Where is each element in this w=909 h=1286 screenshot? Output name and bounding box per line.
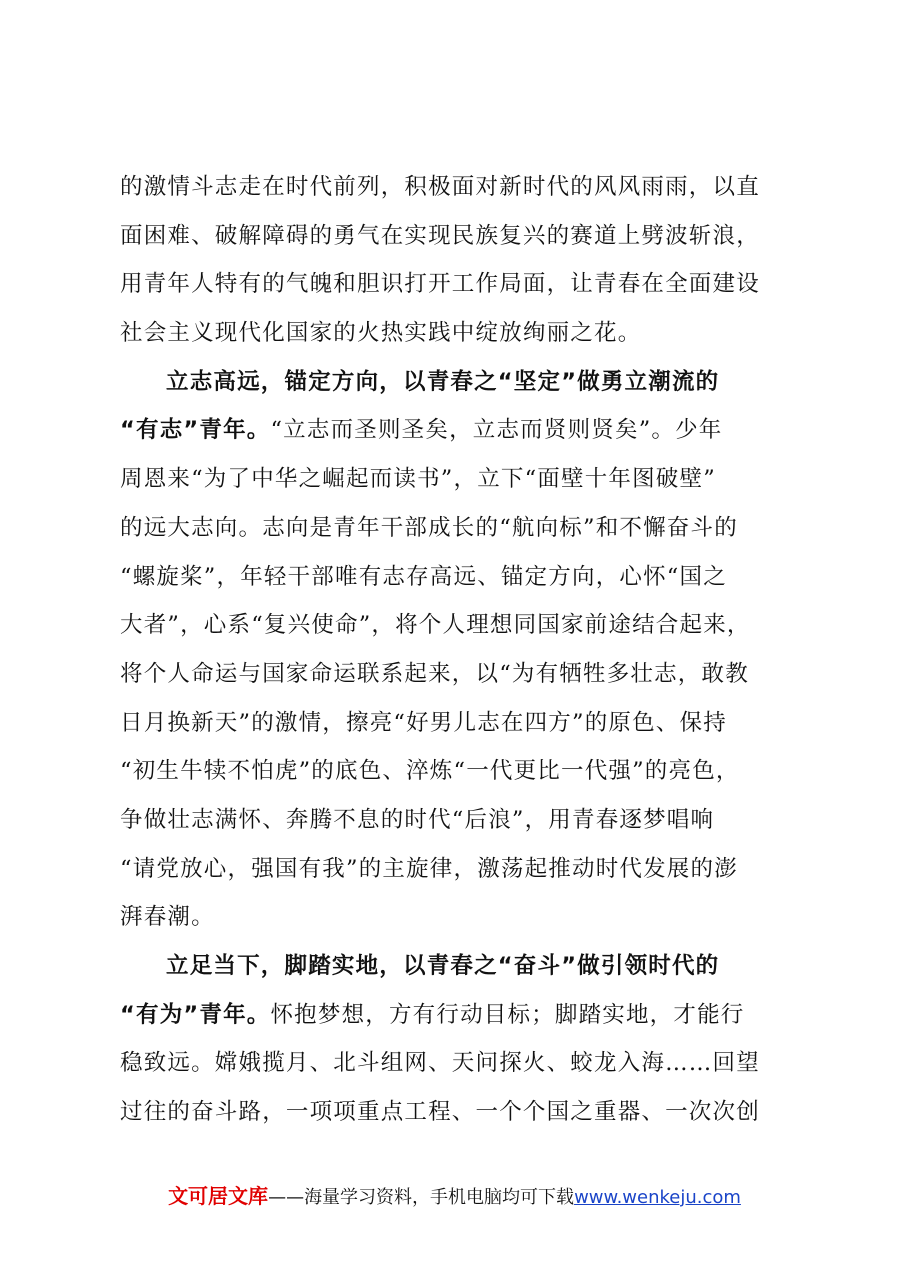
- text-line: “螺旋桨”，年轻干部唯有志存高远、锚定方向，心怀“国之: [120, 563, 727, 590]
- section-heading-tail: “有为”青年。: [120, 1001, 271, 1028]
- text-line: 争做壮志满怀、奔腾不息的时代“后浪”，用青春逐梦唱响: [120, 806, 715, 833]
- footer-website-link[interactable]: www.wenkeju.com: [574, 1187, 741, 1208]
- text-line: “请党放心，强国有我”的主旋律，激荡起推动时代发展的澎: [120, 855, 738, 882]
- document-body: [120, 163, 810, 1137]
- text-line: 将个人命运与国家命运联系起来，以“为有牺牲多壮志，敢教: [120, 660, 749, 687]
- page-footer: [0, 1180, 909, 1209]
- text-line: 大者”，心系“复兴使命”，将个人理想同国家前途结合起来，: [120, 612, 751, 639]
- text-line: 过往的奋斗路，一项项重点工程、一个个国之重器、一次次创: [120, 1099, 760, 1126]
- section-heading: 立志高远，锚定方向，以青春之“坚定”做勇立潮流的: [166, 368, 720, 395]
- paragraph-1: [120, 163, 810, 358]
- section-heading-tail: “有志”青年。: [120, 417, 271, 444]
- text-line: 日月换新天”的激情，擦亮“好男儿志在四方”的原色、保持: [120, 709, 727, 736]
- section-heading: 立足当下，脚踏实地，以青春之“奋斗”做引领时代的: [166, 953, 720, 979]
- text-fragment: 怀抱梦想，方有行动目标；脚踏实地，才能行: [270, 1001, 745, 1028]
- footer-tagline: ——海量学习资料，手机电脑均可下载: [268, 1187, 575, 1208]
- text-line: 的远大志向。志向是青年干部成长的“航向标”和不懈奋斗的: [120, 514, 738, 541]
- text-line: 用青年人特有的气魄和胆识打开工作局面，让青春在全面建设: [120, 271, 760, 298]
- text-line: [120, 406, 810, 455]
- paragraph-2: [120, 358, 810, 942]
- text-fragment: “立志而圣则圣矣，立志而贤则贤矣”。少年: [270, 417, 723, 444]
- text-line: 周恩来“为了中华之崛起而读书”，立下“面壁十年图破壁”: [120, 466, 716, 493]
- text-line: [120, 991, 810, 1040]
- text-line: 湃春潮。: [120, 904, 215, 931]
- text-line: 社会主义现代化国家的火热实践中绽放绚丽之花。: [120, 320, 642, 347]
- text-line: 稳致远。嫦娥揽月、北斗组网、天问探火、蛟龙入海……回望: [120, 1050, 760, 1077]
- text-line: 面困难、破解障碍的勇气在实现民族复兴的赛道上劈波斩浪，: [120, 222, 760, 249]
- footer-brand: 文可居文库: [168, 1184, 269, 1208]
- text-line: “初生牛犊不怕虎”的底色、淬炼“一代更比一代强”的亮色，: [120, 758, 740, 785]
- paragraph-3: [120, 942, 810, 1137]
- text-line: 的激情斗志走在时代前列，积极面对新时代的风风雨雨，以直: [120, 174, 760, 200]
